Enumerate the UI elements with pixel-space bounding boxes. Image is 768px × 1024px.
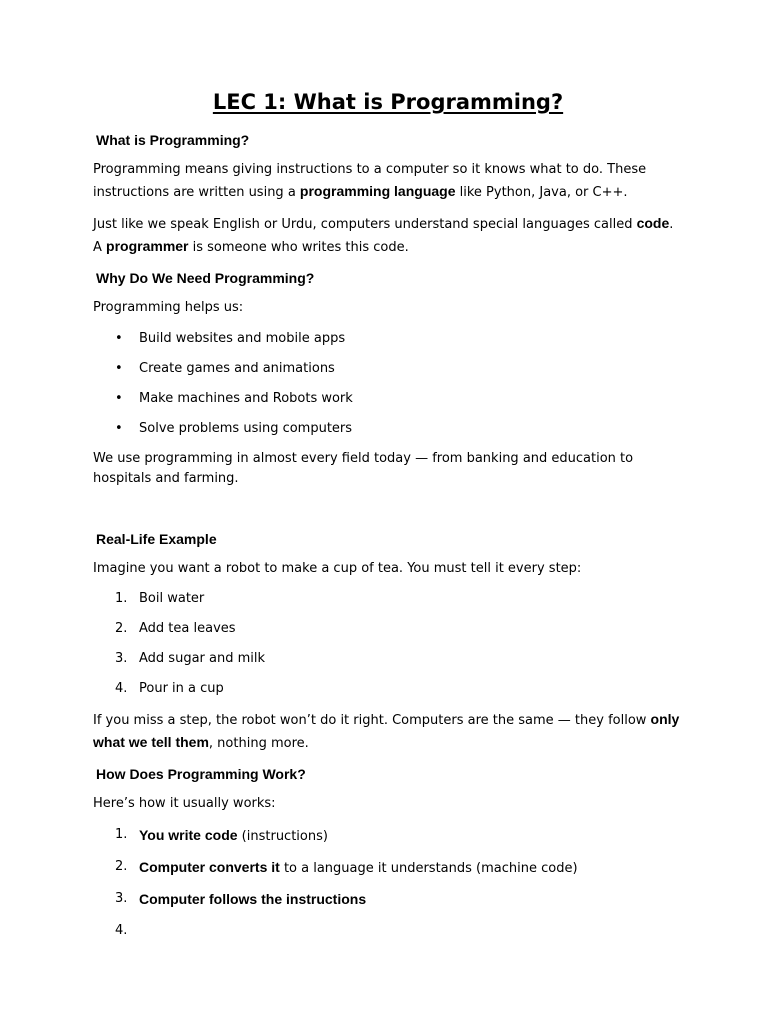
list-number: 2.	[115, 858, 128, 874]
section-heading-why-programming: Why Do We Need Programming?	[96, 270, 315, 286]
text-run: If you miss a step, the robot won’t do it right. Computers are the same — they follow	[93, 713, 651, 728]
list-number: 4.	[115, 922, 128, 938]
bold-term: code	[636, 215, 670, 231]
text-run: is someone who writes this code.	[188, 239, 409, 255]
list-item-text: Pour in a cup	[139, 681, 224, 696]
bullet-list-uses	[93, 329, 683, 439]
list-item	[93, 679, 683, 699]
paragraph-tea-intro: Imagine you want a robot to make a cup of tea. You must tell it every step:	[93, 560, 582, 576]
list-item	[93, 619, 683, 639]
list-item	[93, 329, 683, 349]
list-item	[93, 889, 683, 911]
list-number: 1.	[115, 591, 128, 606]
bullet-icon: •	[115, 360, 123, 376]
list-item	[93, 419, 683, 439]
list-item-text: Build websites and mobile apps	[139, 330, 346, 346]
list-number: 3.	[115, 651, 128, 666]
list-item-text: Solve problems using computers	[139, 420, 353, 436]
list-item-text: Add sugar and milk	[139, 651, 266, 666]
bold-term: You write code	[139, 826, 238, 843]
text-run: , nothing more.	[208, 735, 309, 751]
list-item	[93, 857, 683, 879]
list-number: 2.	[115, 621, 128, 636]
text-run: . A	[93, 217, 674, 255]
bullet-icon: •	[115, 390, 123, 406]
list-number: 4.	[115, 681, 128, 696]
bold-term: programming language	[299, 182, 456, 199]
section-heading-how-programming-works: How Does Programming Work?	[96, 766, 306, 782]
blank-line	[93, 500, 683, 529]
list-item-text: (instructions)	[237, 828, 328, 844]
list-item-text: Make machines and Robots work	[139, 390, 353, 406]
document-page	[93, 86, 683, 938]
paragraph-how-intro: Here’s how it usually works:	[93, 796, 276, 811]
list-item	[93, 359, 683, 379]
bold-term: Computer converts it	[139, 858, 280, 875]
text-run: like Python, Java, or C++.	[455, 184, 628, 200]
list-number: 1.	[115, 826, 128, 842]
list-item	[93, 589, 683, 609]
list-item	[93, 825, 683, 847]
paragraph-helps-intro: Programming helps us:	[93, 300, 244, 315]
bullet-icon: •	[115, 420, 123, 436]
paragraph-definition	[93, 160, 683, 203]
list-item-text: Create games and animations	[139, 360, 335, 376]
bullet-icon: •	[115, 330, 123, 346]
list-item-text: to a language it understands (machine code)	[279, 860, 578, 876]
paragraph-fields: We use programming in almost every field today — from banking and education to hospitals and farming.	[93, 450, 634, 486]
list-number: 3.	[115, 890, 128, 906]
list-item	[93, 649, 683, 669]
section-heading-what-is-programming: What is Programming?	[96, 132, 250, 148]
paragraph-follow-steps	[93, 709, 683, 754]
numbered-list-how-steps	[93, 825, 683, 938]
section-heading-real-life-example: Real-Life Example	[96, 530, 217, 547]
bold-term: only what we tell them	[93, 711, 680, 750]
text-run: Programming means giving instructions to a computer so it knows what to do. These instructions are written using a	[93, 162, 647, 200]
paragraph-languages	[93, 213, 683, 258]
list-item	[93, 389, 683, 409]
text-run: Just like we speak English or Urdu, computers understand special languages called	[93, 217, 637, 232]
numbered-list-tea-steps	[93, 589, 683, 699]
list-item-text: Boil water	[139, 591, 205, 606]
bold-term: Computer follows the instructions	[139, 890, 367, 907]
page-title: LEC 1: What is Programming?	[212, 90, 564, 114]
bold-term: programmer	[106, 237, 189, 254]
list-item-text: Add tea leaves	[139, 621, 236, 636]
